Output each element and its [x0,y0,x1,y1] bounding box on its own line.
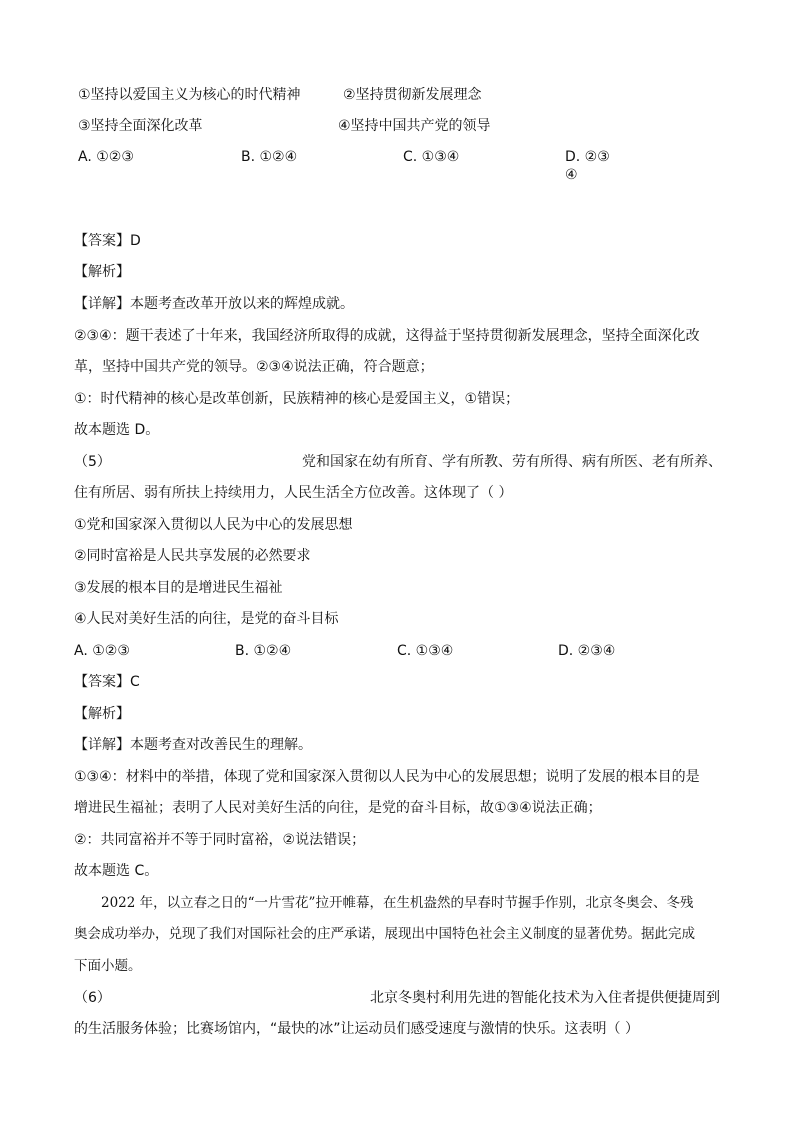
material-line-2: 奥会成功举办，兑现了我们对国际社会的庄严承诺，展现出中国特色社会主义制度的显著优势。据此完成 [74,926,695,942]
q4-analysis-label: 【解析】 [74,264,130,280]
q5-detail-2: ①③④：材料中的举措，体现了党和国家深入贯彻以人民为中心的发展思想；说明了发展的根本目的是 [74,769,700,785]
q5-statement-1: ①党和国家深入贯彻以人民为中心的发展思想 [74,517,353,533]
q5-statement-4: ④人民对美好生活的向往，是党的奋斗目标 [74,611,339,627]
q5-statement-3: ③发展的根本目的是增进民生福祉 [74,580,283,596]
q6-stem-1: 北京冬奥村利用先进的智能化技术为入住者提供便捷周到 [370,990,720,1006]
q5-statement-2: ②同时富裕是人民共享发展的必然要求 [74,548,311,564]
q4-option-b: B. ①②④ [241,149,298,165]
q5-stem-1: 党和国家在幼有所育、学有所教、劳有所得、病有所医、老有所养、 [302,454,722,470]
q5-number: （5） [74,454,111,470]
q4-statement-1: ①坚持以爱国主义为核心的时代精神 [78,87,301,103]
q5-detail-3: 增进民生福祉；表明了人民对美好生活的向往，是党的奋斗目标，故①③④说法正确； [74,800,602,816]
q5-analysis-label: 【解析】 [74,706,130,722]
q4-statement-3: ③坚持全面深化改革 [78,118,203,134]
q5-option-d: D. ②③④ [558,643,616,659]
q4-statement-4: ④坚持中国共产党的领导 [338,118,491,134]
q5-detail-1: 【详解】本题考查对改善民生的理解。 [74,737,312,753]
q4-option-a: A. ①②③ [78,149,134,165]
q4-detail-1: 【详解】本题考查改革开放以来的辉煌成就。 [74,296,354,312]
q5-stem-2: 住有所居、弱有所扶上持续用力，人民生活全方位改善。这体现了（ ） [74,485,513,501]
q5-option-b: B. ①②④ [235,643,292,659]
material-line-1: 2022 年，以立春之日的“一片雪花”拉开帷幕，在生机盎然的早春时节握手作别，北京冬奥会、冬残 [101,895,694,911]
q4-detail-2: ②③④：题干表述了十年来，我国经济所取得的成就，这得益于坚持贯彻新发展理念，坚持全面深化改 [74,328,700,344]
q4-answer: 【答案】D [74,233,141,249]
q5-detail-5: 故本题选 C。 [74,863,159,879]
q4-statement-2: ②坚持贯彻新发展理念 [343,87,482,103]
q4-detail-3: 革，坚持中国共产党的领导。②③④说法正确，符合题意； [74,359,434,375]
q4-option-d: D. ②③ [565,149,610,165]
q4-option-c: C. ①③④ [403,149,460,165]
q4-detail-4: ①：时代精神的核心是改革创新，民族精神的核心是爱国主义，①错误； [74,391,520,407]
q6-number: （6） [74,990,111,1006]
q5-answer: 【答案】C [74,674,140,690]
q5-option-a: A. ①②③ [74,643,130,659]
q4-option-d-wrap: ④ [565,167,578,183]
q5-option-c: C. ①③④ [397,643,454,659]
q5-detail-4: ②：共同富裕并不等于同时富裕，②说法错误； [74,832,366,848]
q4-detail-5: 故本题选 D。 [74,422,160,438]
material-line-3: 下面小题。 [74,958,142,974]
q6-stem-2: 的生活服务体验；比赛场馆内，“最快的冰”让运动员们感受速度与激情的快乐。这表明（ ） [74,1021,639,1037]
